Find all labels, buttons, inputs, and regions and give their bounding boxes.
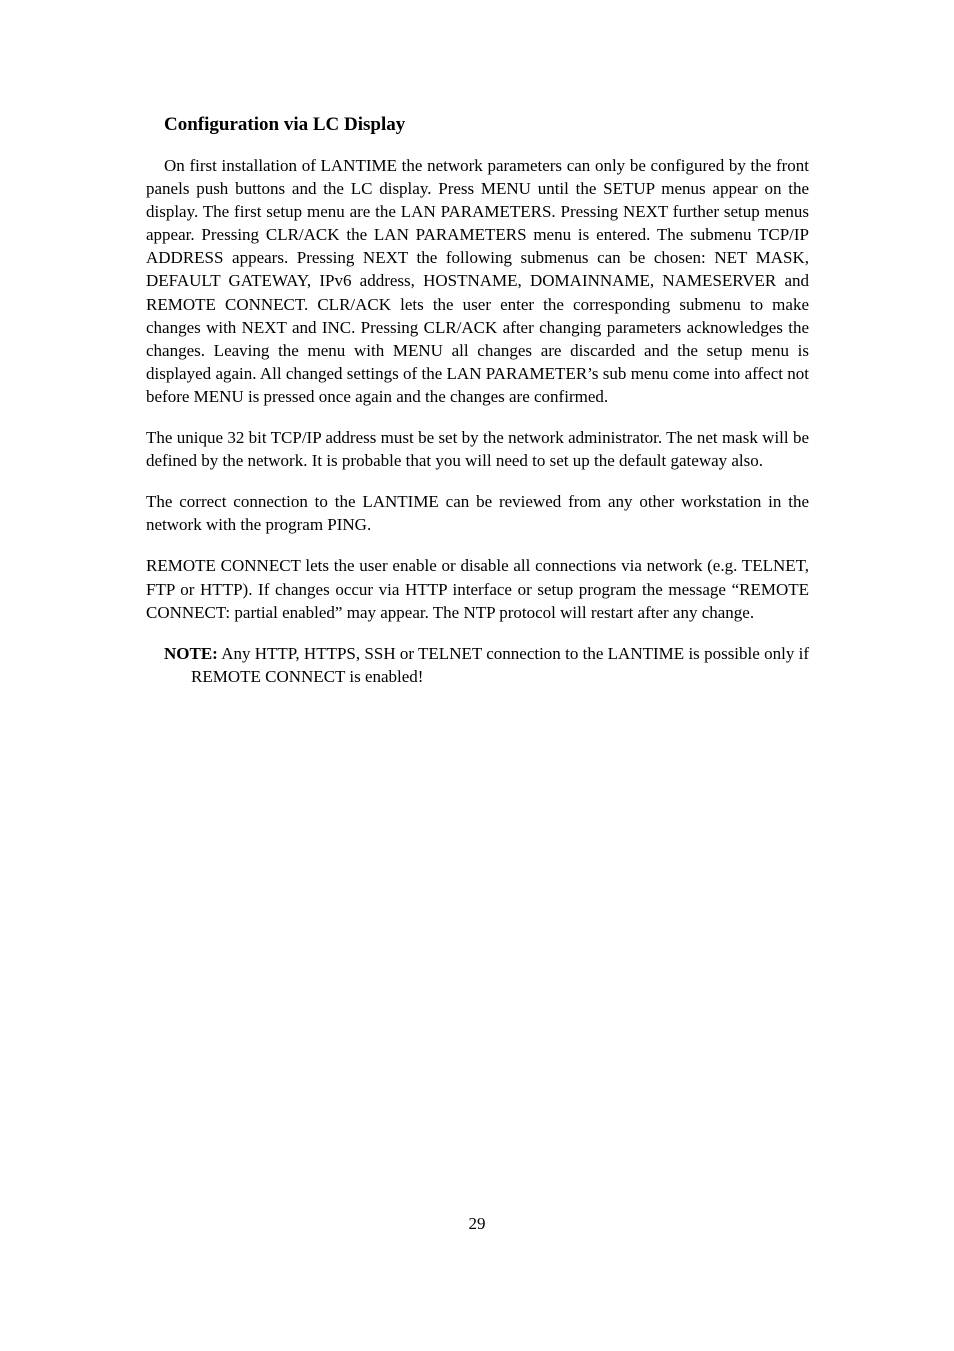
document-body — [146, 112, 809, 688]
page-number: 29 — [468, 1214, 486, 1233]
note-text: Any HTTP, HTTPS, SSH or TELNET connection to the LANTIME is possible only if REMOTE CONNECT is enabled! — [191, 643, 809, 686]
paragraph-remote-connect: REMOTE CONNECT lets the user enable or disable all connections via network (e.g. TELNET, FTP or HTTP). If changes occur via HTTP interface or setup program the message “REMOTE CONNECT: partial enabled” may appear. The NTP protocol will restart after any change. — [146, 556, 809, 622]
note-label: NOTE: — [164, 643, 218, 663]
note-block — [164, 642, 809, 688]
paragraph-tcpip-address: The unique 32 bit TCP/IP address must be set by the network administrator. The net mask will be defined by the network. It is probable that you will need to set up the default gateway also. — [146, 428, 809, 471]
paragraph-ping-check: The correct connection to the LANTIME can be reviewed from any other workstation in the network with the program PING. — [146, 492, 809, 535]
paragraph-lc-display-setup: On first installation of LANTIME the network parameters can only be configured by the front panels push buttons and the LC display. Press MENU until the SETUP menus appear on the display. The first setup menu are the LAN PARAMETERS. Pressing NEXT further setup menus appear. Pressing CLR/ACK the LAN PARAMETERS menu is entered. The submenu TCP/IP ADDRESS appears. Pressing NEXT the following submenus can be chosen: NET MASK, DEFAULT GATEWAY, IPv6 address, HOSTNAME, DOMAINNAME, NAMESERVER and REMOTE CONNECT. CLR/ACK lets the user enter the corresponding submenu to make changes with NEXT and INC. Pressing CLR/ACK after changing parameters acknowledges the changes. Leaving the menu with MENU all changes are discarded and the setup menu is displayed again. All changed settings of the LAN PARAMETER’s sub menu come into affect not before MENU is pressed once again and the changes are confirmed. — [146, 156, 809, 406]
section-heading: Configuration via LC Display — [164, 114, 406, 135]
